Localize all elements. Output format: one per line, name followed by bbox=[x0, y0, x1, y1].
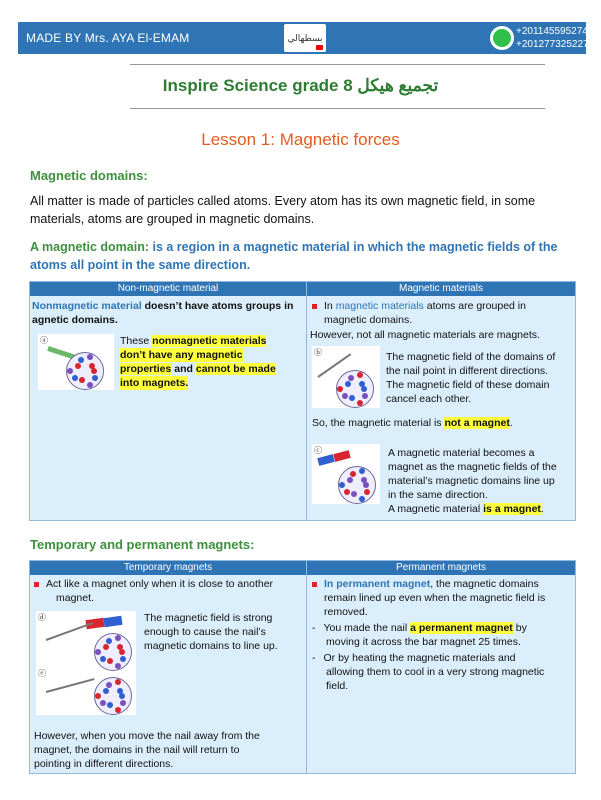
col-header-magnetic: Magnetic materials bbox=[307, 282, 575, 296]
bullet-icon bbox=[312, 582, 317, 587]
domain-dot bbox=[359, 468, 365, 474]
temporary-description: The magnetic field is strong enough to cause the nail’s magnetic domains to line up. bbox=[144, 612, 278, 652]
domain-dot bbox=[337, 386, 343, 392]
figure-d-e-temporary: ⓓ ⓔ bbox=[36, 611, 136, 715]
col-header-nonmagnetic: Non-magnetic material bbox=[30, 282, 306, 296]
domain-dot bbox=[95, 693, 101, 699]
domain-dot bbox=[362, 393, 368, 399]
domain-dot bbox=[117, 644, 123, 650]
bullet-icon bbox=[34, 582, 39, 587]
not-a-magnet-statement: So, the magnetic material is not a magnet. bbox=[312, 417, 513, 429]
temp-perm-heading: Temporary and permanent magnets: bbox=[30, 537, 255, 552]
nonmagnetic-intro: Nonmagnetic material doesn’t have atoms groups in agnetic domains. bbox=[32, 300, 294, 326]
logo-text: بسطهالي bbox=[287, 32, 323, 43]
logo bbox=[284, 24, 326, 52]
domain-dot bbox=[359, 381, 365, 387]
col-header-permanent: Permanent magnets bbox=[307, 561, 575, 575]
page-title: Inspire Science grade 8 تجميع هيكل bbox=[162, 76, 439, 95]
divider-top bbox=[130, 64, 545, 65]
figure-a-nonmagnetic: ⓐ bbox=[38, 334, 114, 390]
domain-dot bbox=[92, 375, 98, 381]
domain-dot bbox=[87, 382, 93, 388]
phone-numbers bbox=[516, 25, 589, 51]
domain-dot bbox=[95, 649, 101, 655]
domain-dot bbox=[107, 702, 113, 708]
divider-bottom bbox=[130, 108, 545, 109]
domain-dot bbox=[103, 688, 109, 694]
magnetic-intro: In magnetic materials atoms are grouped in magnetic domains. bbox=[312, 299, 572, 327]
domain-dot bbox=[361, 386, 367, 392]
temporary-intro: Act like a magnet only when it is close to another magnet. bbox=[34, 577, 304, 605]
domain-dot bbox=[115, 663, 121, 669]
permanent-intro: In permanent magnet, the magnetic domains remain lined up even when the magnetic field is removed. bbox=[312, 577, 572, 619]
author-label: MADE BY Mrs. AYA El-EMAM bbox=[26, 31, 190, 45]
magnetized-description: A magnetic material becomes a magnet as the magnetic fields of the material’s magnetic domains line up in the same direction. A magnetic material is a magnet. bbox=[388, 447, 557, 515]
domain-dot bbox=[75, 363, 81, 369]
domain-dot bbox=[347, 477, 353, 483]
domain-dot bbox=[79, 377, 85, 383]
phone-1: +201145595274 bbox=[516, 26, 588, 37]
domain-dot bbox=[348, 375, 354, 381]
domain-dot bbox=[100, 656, 106, 662]
domain-dot bbox=[106, 682, 112, 688]
domain-dot bbox=[67, 368, 73, 374]
domain-dot bbox=[103, 644, 109, 650]
domain-dot bbox=[115, 707, 121, 713]
domain-dot bbox=[342, 393, 348, 399]
permanent-method-1: - You made the nail a permanent magnet by moving it across the bar magnet 25 times. bbox=[312, 622, 527, 648]
domain-dot bbox=[339, 482, 345, 488]
domain-dot bbox=[357, 372, 363, 378]
domain-dot bbox=[357, 400, 363, 406]
whatsapp-icon bbox=[490, 26, 514, 50]
domain-dot bbox=[106, 638, 112, 644]
domain-dot bbox=[351, 491, 357, 497]
domain-dot bbox=[78, 357, 84, 363]
temporary-return: However, when you move the nail away from the magnet, the domains in the nail will return to pointing in different directions. bbox=[34, 730, 260, 770]
bullet-icon bbox=[312, 304, 317, 309]
domain-dot bbox=[115, 679, 121, 685]
magnets-table bbox=[29, 560, 576, 774]
domain-dot bbox=[119, 649, 125, 655]
figure-c-magnetized: ⓒ bbox=[312, 444, 380, 504]
domain-dot bbox=[349, 395, 355, 401]
page-header bbox=[18, 22, 589, 54]
domain-dot bbox=[87, 354, 93, 360]
domain-dot bbox=[119, 693, 125, 699]
domain-dot bbox=[115, 635, 121, 641]
domain-dot bbox=[361, 477, 367, 483]
domain-dot bbox=[344, 489, 350, 495]
domain-dot bbox=[364, 489, 370, 495]
phone-2: +201277325227 bbox=[516, 39, 589, 50]
domain-dot bbox=[350, 471, 356, 477]
domain-dot bbox=[89, 363, 95, 369]
domain-dot bbox=[107, 658, 113, 664]
domains-heading: Magnetic domains: bbox=[30, 168, 148, 183]
domain-dot bbox=[359, 496, 365, 502]
domain-dot bbox=[120, 700, 126, 706]
permanent-method-2: - Or by heating the magnetic materials and allowing them to cool in a very strong magnetic field. bbox=[312, 652, 545, 692]
col-header-temporary: Temporary magnets bbox=[30, 561, 306, 575]
domain-definition: A magnetic domain: is a region in a magnetic material in which the magnetic fields of the atoms all point in the same direction. bbox=[30, 240, 558, 272]
nonmagnetic-description: These nonmagnetic materials don’t have any magnetic properties and cannot be made into magnets. bbox=[120, 335, 276, 389]
youtube-icon bbox=[316, 45, 323, 50]
figure-b-unmagnetized-nail: ⓑ bbox=[312, 346, 380, 408]
lesson-title: Lesson 1: Magnetic forces bbox=[201, 130, 400, 149]
materials-table bbox=[29, 281, 576, 521]
domain-dot bbox=[100, 700, 106, 706]
column-divider bbox=[306, 561, 307, 773]
domains-paragraph: All matter is made of particles called atoms. Every atom has its own magnetic field, in some materials, atoms are grouped in magnetic domains. bbox=[30, 194, 536, 226]
magnetic-note: However, not all magnetic materials are magnets. bbox=[310, 329, 540, 341]
column-divider bbox=[306, 282, 307, 520]
domain-dot bbox=[120, 656, 126, 662]
unmagnetized-description: The magnetic field of the domains of the nail point in different directions. The magnetic field of these domain cancel each other. bbox=[386, 351, 556, 405]
domain-dot bbox=[91, 368, 97, 374]
domain-dot bbox=[117, 688, 123, 694]
domain-dot bbox=[72, 375, 78, 381]
domain-dot bbox=[345, 381, 351, 387]
domain-dot bbox=[363, 482, 369, 488]
